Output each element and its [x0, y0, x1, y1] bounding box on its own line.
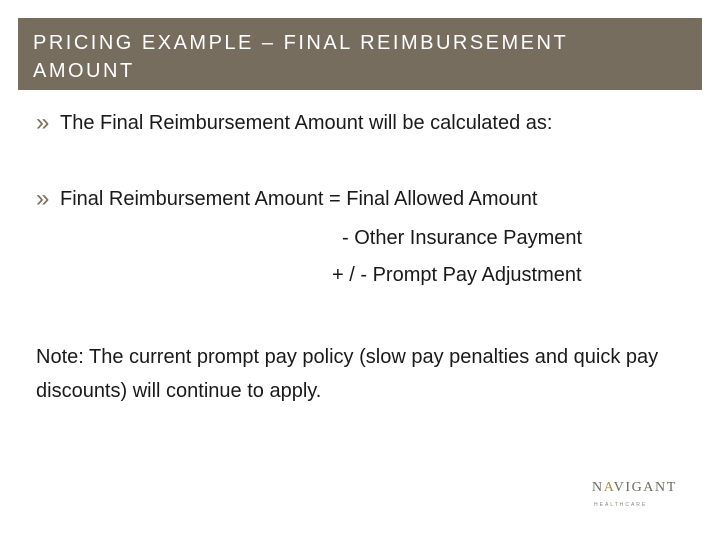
bullet-marker-icon: » [36, 109, 50, 136]
logo-wordmark: NAVIGANT [592, 480, 677, 495]
title-bar [18, 18, 702, 90]
navigant-logo [592, 480, 692, 516]
formula-line-prompt-pay: + / - Prompt Pay Adjustment [332, 264, 582, 286]
formula-line-other-insurance: - Other Insurance Payment [342, 227, 583, 249]
page-title: PRICING EXAMPLE – FINAL REIMBURSEMENT AMOUNT [33, 32, 568, 82]
bullet-text-2: Final Reimbursement Amount = Final Allowed Amount [60, 188, 538, 210]
bullet-item-1 [36, 110, 552, 135]
bullet-text-1: The Final Reimbursement Amount will be calculated as: [60, 112, 553, 134]
logo-accent-letter: A [603, 480, 614, 495]
bullet-item-2 [36, 186, 537, 211]
bullet-marker-icon: » [36, 185, 50, 212]
note-text: Note: The current prompt pay policy (slow pay penalties and quick pay discounts) will continue to apply. [36, 346, 659, 402]
logo-subtitle: HEALTHCARE [594, 502, 648, 508]
